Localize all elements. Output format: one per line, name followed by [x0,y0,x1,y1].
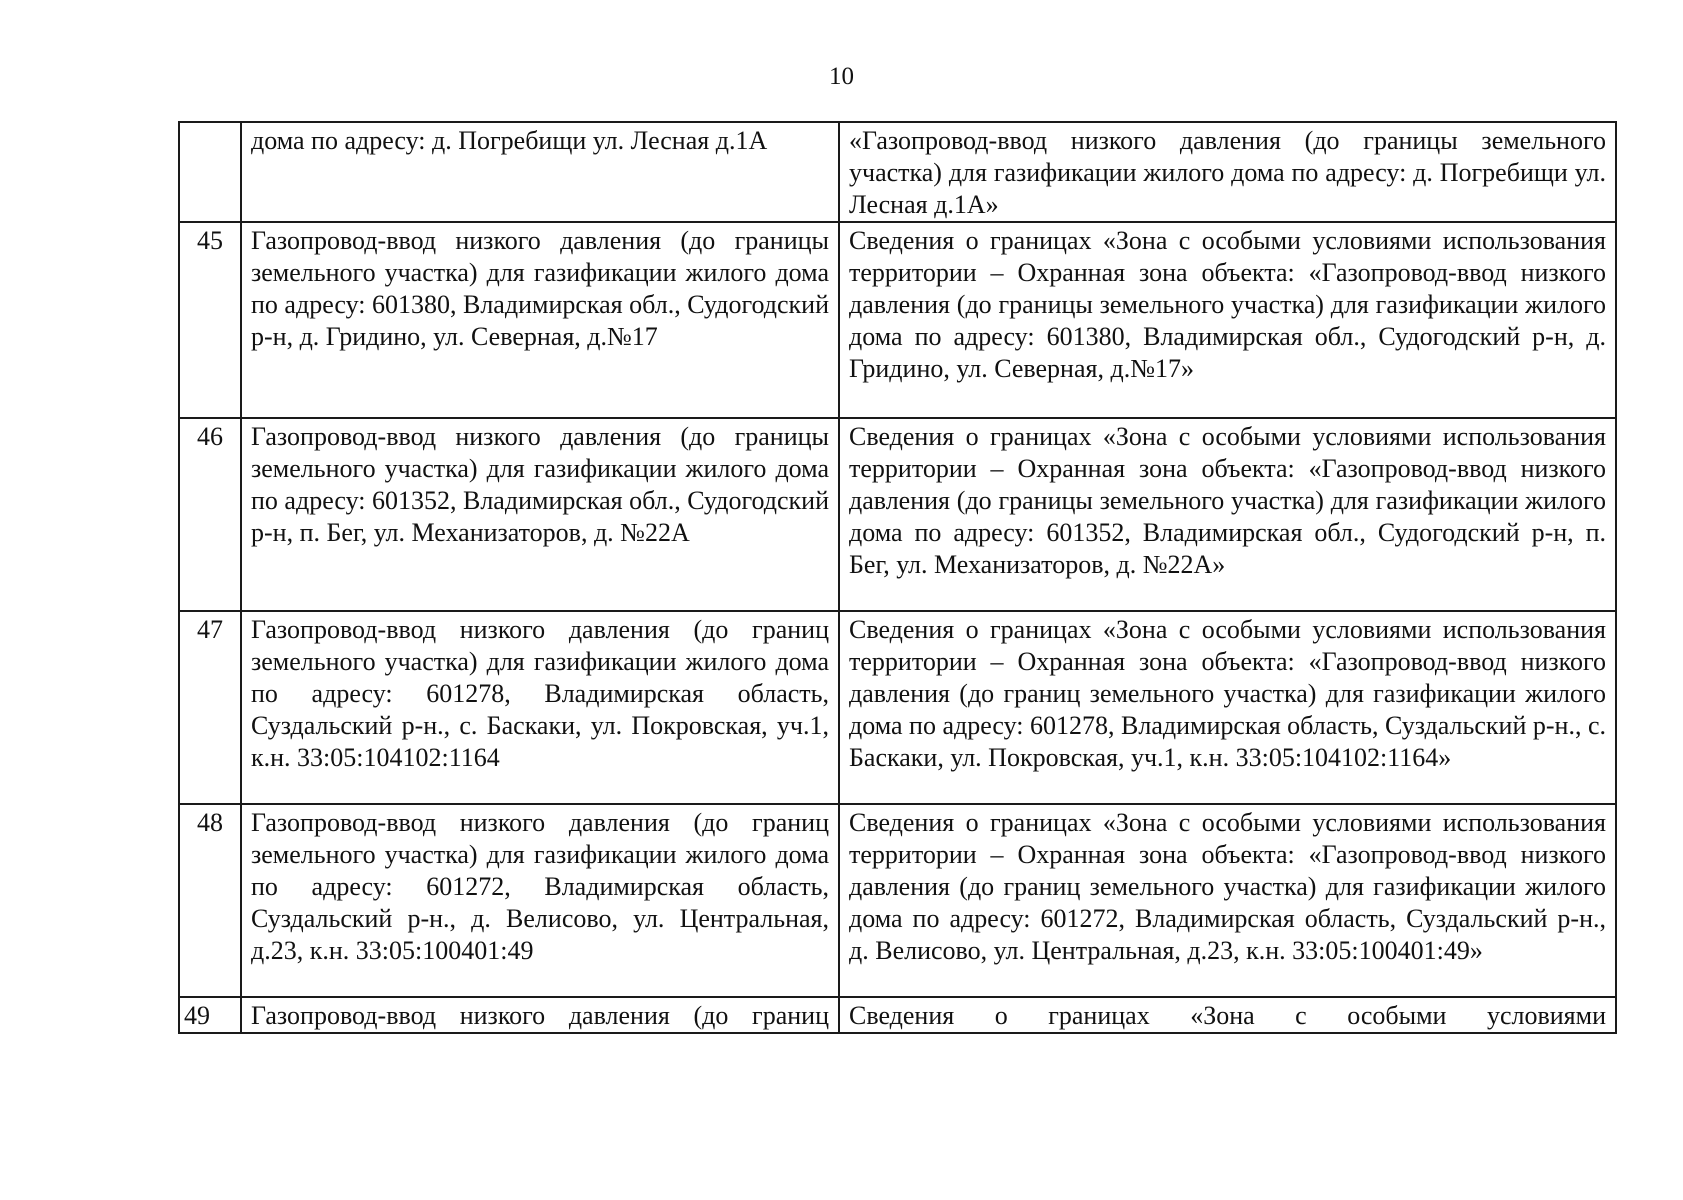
row-number: 48 [179,804,241,997]
table-row [179,222,1616,418]
row-number: 46 [179,418,241,611]
object-name-cell: Газопровод-ввод низкого давления (до границ земельного участка) для газификации жилого дома по адресу: 601272, Владимирская область, Суздальский р-н., д. Велисово, ул. Центральная, д.23, к.н. 33:05:100401:49 [241,804,839,997]
page-number: 10 [829,63,854,90]
zone-info-cell: Сведения о границах «Зона с особыми условиями использования территории – Охранная зона объекта: «Газопровод-ввод низкого давления (до границ земельного участка) для газификации жилого дома по адресу: 601272, Владимирская область, Суздальский р-н., д. Велисово, ул. Центральная, д.23, к.н. 33:05:100401:49» [839,804,1616,997]
zone-info-cell: Сведения о границах «Зона с особыми условиями использования территории – Охранная зона объекта: «Газопровод-ввод низкого давления (до границы земельного участка) для газификации жилого дома по адресу: 601352, Владимирская обл., Судогодский р-н, п. Бег, ул. Механизаторов, д. №22А» [839,418,1616,611]
table-row [179,611,1616,804]
zone-info-cell: «Газопровод-ввод низкого давления (до границы земельного участка) для газификации жилого дома по адресу: д. Погребищи ул. Лесная д.1А» [839,122,1616,222]
zone-info-cell: Сведения о границах «Зона с особыми условиями использования территории – Охранная зона объекта: «Газопровод-ввод низкого давления (до границы земельного участка) для газификации жилого дома по адресу: 601380, Владимирская обл., Судогодский р-н, д. Гридино, ул. Северная, д.№17» [839,222,1616,418]
table-row [179,997,1616,1033]
table-row [179,122,1616,222]
table-row [179,418,1616,611]
row-number: 49 [179,997,241,1033]
zone-info-cell: Сведения о границах «Зона с особыми условиями [839,997,1616,1033]
object-name-cell: Газопровод-ввод низкого давления (до границы земельного участка) для газификации жилого дома по адресу: 601380, Владимирская обл., Судогодский р-н, д. Гридино, ул. Северная, д.№17 [241,222,839,418]
object-name-cell: Газопровод-ввод низкого давления (до границ [241,997,839,1033]
object-name-cell: Газопровод-ввод низкого давления (до границ земельного участка) для газификации жилого дома по адресу: 601278, Владимирская область, Суздальский р-н., с. Баскаки, ул. Покровская, уч.1, к.н. 33:05:104102:1164 [241,611,839,804]
row-number [179,122,241,222]
object-name-cell: дома по адресу: д. Погребищи ул. Лесная д.1А [241,122,839,222]
row-number: 47 [179,611,241,804]
row-number: 45 [179,222,241,418]
object-name-cell: Газопровод-ввод низкого давления (до границы земельного участка) для газификации жилого дома по адресу: 601352, Владимирская обл., Судогодский р-н, п. Бег, ул. Механизаторов, д. №22А [241,418,839,611]
table-row [179,804,1616,997]
zones-table [178,121,1617,1034]
zone-info-cell: Сведения о границах «Зона с особыми условиями использования территории – Охранная зона объекта: «Газопровод-ввод низкого давления (до границ земельного участка) для газификации жилого дома по адресу: 601278, Владимирская область, Суздальский р-н., с. Баскаки, ул. Покровская, уч.1, к.н. 33:05:104102:1164» [839,611,1616,804]
